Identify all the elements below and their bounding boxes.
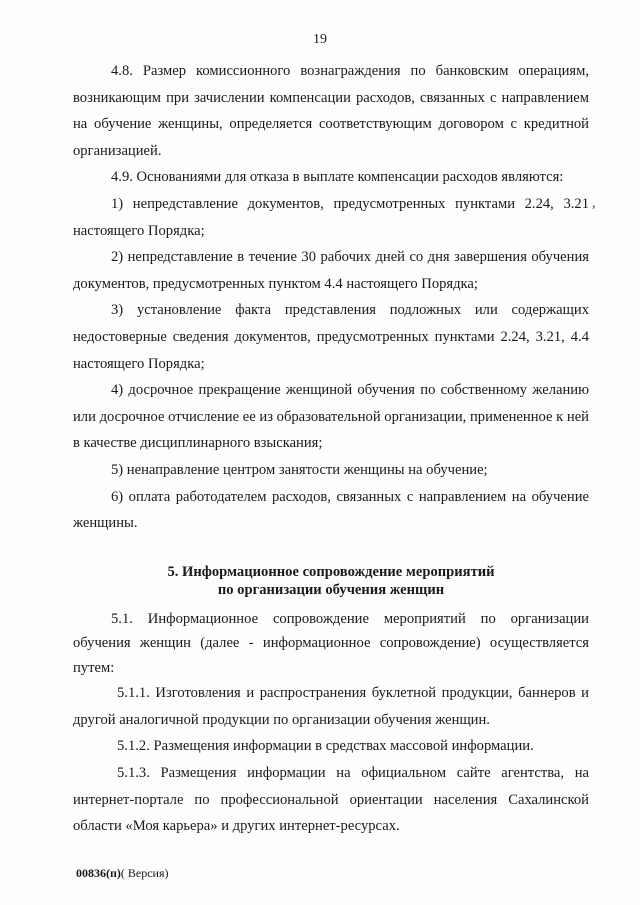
section-heading [73,563,589,599]
list-item-3: 3) установление факта представления подложных или содержащих недостоверные сведения документов, предусмотренных пунктами 2.24, 3.21, 4.4 настоящего Порядка; [73,302,589,372]
document-body [73,58,589,840]
paragraph-4-9: 4.9. Основаниями для отказа в выплате компенсации расходов являются: [111,169,564,186]
section-heading-line-1: 5. Информационное сопровождение мероприятий [167,563,495,580]
page-number: 19 [313,32,327,47]
section-heading-line-2: по организации обучения женщин [217,581,445,598]
list-item-4: 4) досрочное прекращение женщиной обучения по собственному желанию или досрочное отчисление ее из образовательной организации, примененное к ней в качестве дисциплинарного взыскания; [73,382,589,452]
list-item-5: 5) ненаправление центром занятости женщины на обучение; [111,461,488,478]
paragraph-5-1: 5.1. Информационное сопровождение мероприятий по организации обучения женщин (далее - информационное сопровождение) осуществляется путем: [73,610,589,676]
footer-code: 00836(п) [76,866,121,880]
paragraph-4-8: 4.8. Размер комиссионного вознаграждения по банковским операциям, возникающим при зачислении компенсации расходов, связанных с направлением на обучение женщины, определяется соответствующим договором с кредитной организацией. [73,63,589,159]
list-item-2: 2) непредставление в течение 30 рабочих дней со дня завершения обучения документов, предусмотренных пунктом 4.4 настоящего Порядка; [73,249,589,292]
list-item-1: 1) непредставление документов, предусмотренных пунктами 2.24, 3.21 настоящего Порядка; [73,195,589,239]
paragraph-5-1-3: 5.1.3. Размещения информации на официальном сайте агентства, на интернет-портале по профессиональной ориентации населения Сахалинской области «Моя карьера» и других интернет-ресурсах. [73,764,589,835]
paragraph-5-1-2: 5.1.2. Размещения информации в средствах массовой информации. [117,738,534,755]
list-item-6: 6) оплата работодателем расходов, связанных с направлением на обучение женщины. [73,488,589,532]
footer [76,866,169,881]
pen-mark: , [592,196,596,211]
footer-version: ( Версия) [120,866,169,880]
paragraph-5-1-1: 5.1.1. Изготовления и распространения буклетной продукции, баннеров и другой аналогичной продукции по организации обучения женщин. [73,685,589,728]
